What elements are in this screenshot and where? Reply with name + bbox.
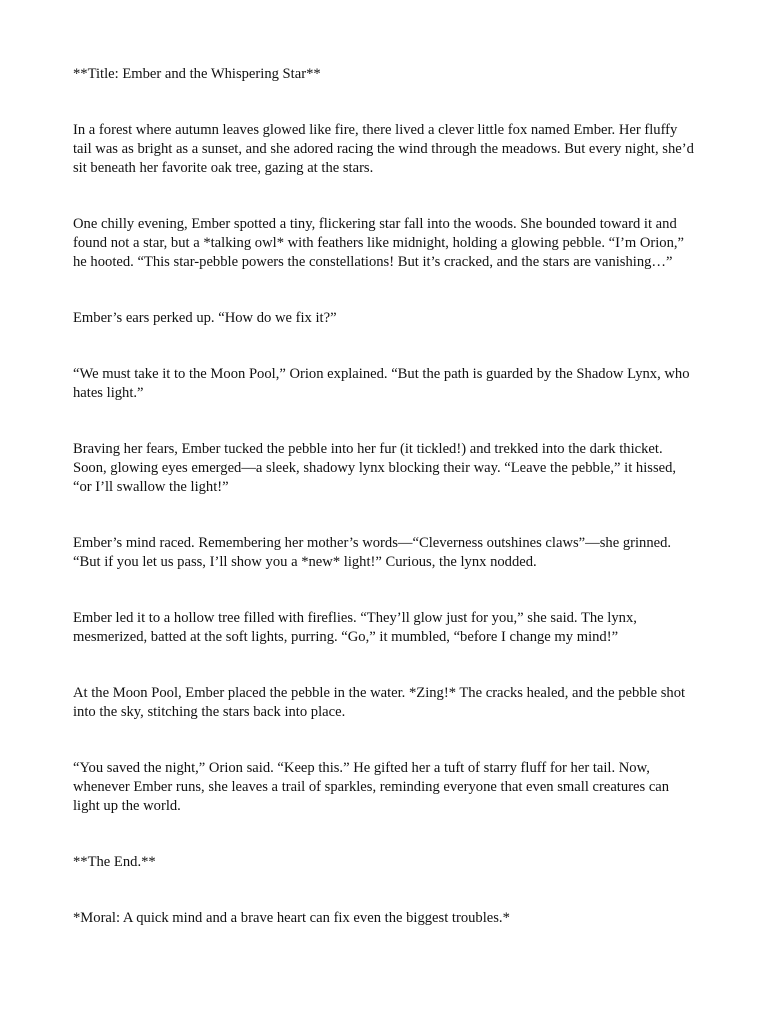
- paragraph-thicket: Braving her fears, Ember tucked the pebble into her fur (it tickled!) and trekked into the dark thicket. Soon, glowing eyes emerged—a sleek, shadowy lynx blocking their way. “Leave the pebble,” it hissed, “or I’ll swallow the light!”: [73, 441, 677, 495]
- paragraph-intro: In a forest where autumn leaves glowed like fire, there lived a clever little fox named Ember. Her fluffy tail was as bright as a sunset, and she adored racing the wind through the meadows. But every night, she’d sit beneath her favorite oak tree, gazing at the stars.: [73, 122, 694, 176]
- paragraph-saved: “You saved the night,” Orion said. “Keep this.” He gifted her a tuft of starry fluff for her tail. Now, whenever Ember runs, she leaves a trail of sparkles, reminding everyone that even small creatures can light up the world.: [73, 760, 670, 814]
- paragraph-the-end: **The End.**: [73, 854, 156, 870]
- paragraph-moral: *Moral: A quick mind and a brave heart can fix even the biggest troubles.*: [73, 910, 510, 926]
- paragraph-clever: Ember’s mind raced. Remembering her mother’s words—“Cleverness outshines claws”—she grinned. “But if you let us pass, I’ll show you a *new* light!” Curious, the lynx nodded.: [73, 535, 672, 570]
- document-page: [73, 65, 698, 965]
- paragraph-zing: At the Moon Pool, Ember placed the pebble in the water. *Zing!* The cracks healed, and the pebble shot into the sky, stitching the stars back into place.: [73, 685, 686, 720]
- paragraph-ears: Ember’s ears perked up. “How do we fix it?”: [73, 310, 337, 326]
- paragraph-fireflies: Ember led it to a hollow tree filled with fireflies. “They’ll glow just for you,” she said. The lynx, mesmerized, batted at the soft lights, purring. “Go,” it mumbled, “before I change my mind!”: [73, 610, 637, 645]
- paragraph-owl: One chilly evening, Ember spotted a tiny, flickering star fall into the woods. She bounded toward it and found not a star, but a *talking owl* with feathers like midnight, holding a glowing pebble. “I’m Orion,” he hooted. “This star-pebble powers the constellations! But it’s cracked, and the stars are vanishing…”: [73, 216, 685, 270]
- paragraph-moon-pool: “We must take it to the Moon Pool,” Orion explained. “But the path is guarded by the Shadow Lynx, who hates light.”: [73, 366, 690, 401]
- story-title: **Title: Ember and the Whispering Star**: [73, 66, 321, 82]
